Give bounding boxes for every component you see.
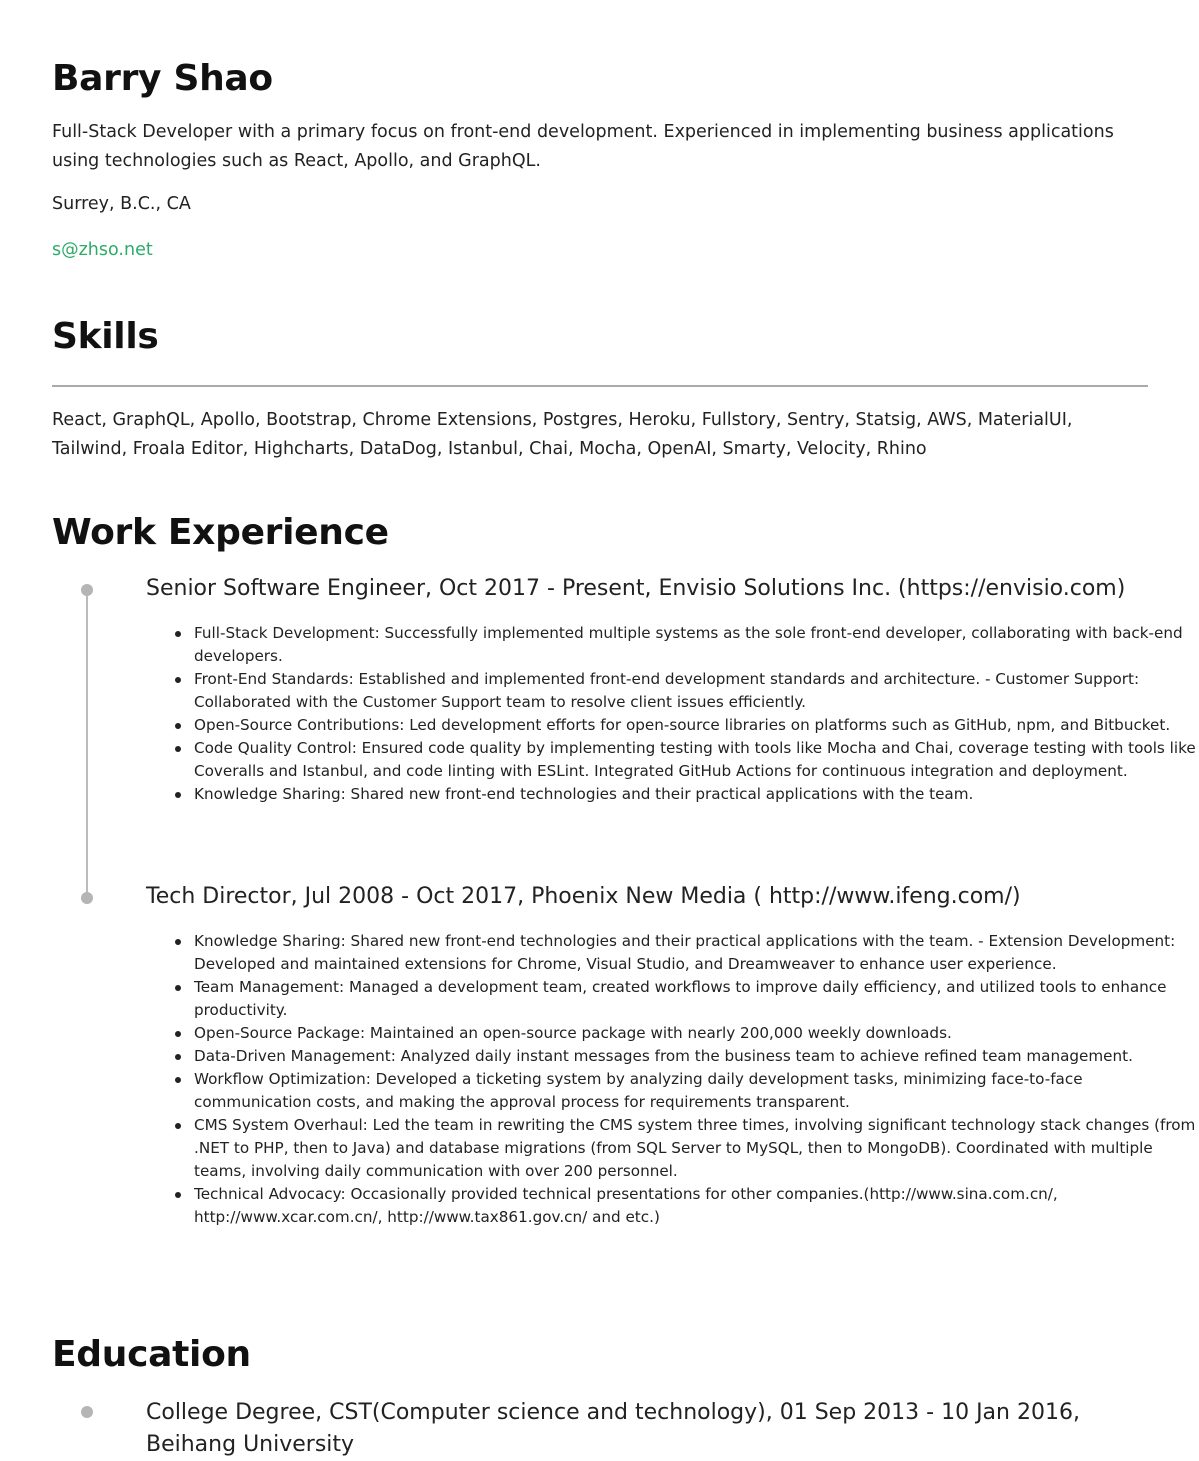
list-item: Knowledge Sharing: Shared new front-end technologies and their practical applications with the team. - Extension Development: Developed and maintained extensions for Chrome, Visual Studio, and Dreamweaver to enhance user experience. (194, 930, 1198, 976)
education-heading: Education (52, 1334, 251, 1375)
skills-heading: Skills (52, 316, 159, 357)
timeline-dot (81, 584, 93, 596)
candidate-name: Barry Shao (52, 58, 273, 99)
list-item: Open-Source Package: Maintained an open-source package with nearly 200,000 weekly downloads. (194, 1022, 1198, 1045)
skills-divider (52, 385, 1148, 387)
work-experience-heading: Work Experience (52, 512, 389, 553)
list-item: Team Management: Managed a development team, created workflows to improve daily efficiency, and utilized tools to enhance productivity. (194, 976, 1198, 1022)
list-item: Front-End Standards: Established and implemented front-end development standards and architecture. - Customer Support: Collaborated with the Customer Support team to resolve client issues efficiently. (194, 668, 1198, 714)
job-bullet-list (146, 622, 1198, 806)
timeline-line (86, 590, 88, 898)
location: Surrey, B.C., CA (52, 194, 191, 214)
job-title: Tech Director, Jul 2008 - Oct 2017, Phoenix New Media ( http://www.ifeng.com/) (146, 884, 1021, 909)
list-item: Full-Stack Development: Successfully implemented multiple systems as the sole front-end developer, collaborating with back-end developers. (194, 622, 1198, 668)
list-item: CMS System Overhaul: Led the team in rewriting the CMS system three times, involving significant technology stack changes (from .NET to PHP, then to Java) and database migrations (from SQL Server to MySQL, then to MongoDB). Coordinated with multiple teams, involving daily communication with over 200 personnel. (194, 1114, 1198, 1183)
email-link[interactable]: s@zhso.net (52, 240, 153, 260)
list-item: Code Quality Control: Ensured code quality by implementing testing with tools like Mocha and Chai, coverage testing with tools like Coveralls and Istanbul, and code linting with ESLint. Integrated GitHub Actions for continuous integration and deployment. (194, 737, 1198, 783)
list-item: Technical Advocacy: Occasionally provided technical presentations for other companies.(http://www.sina.com.cn/, http://www.xcar.com.cn/, http://www.tax861.gov.cn/ and etc.) (194, 1183, 1198, 1229)
job-title: Senior Software Engineer, Oct 2017 - Present, Envisio Solutions Inc. (https://envisio.com) (146, 576, 1126, 601)
timeline-dot (81, 892, 93, 904)
list-item: Open-Source Contributions: Led development efforts for open-source libraries on platforms such as GitHub, npm, and Bitbucket. (194, 714, 1198, 737)
list-item: Workflow Optimization: Developed a ticketing system by analyzing daily development tasks, minimizing face-to-face communication costs, and making the approval process for requirements transparent. (194, 1068, 1198, 1114)
list-item: Data-Driven Management: Analyzed daily instant messages from the business team to achieve refined team management. (194, 1045, 1198, 1068)
education-entry: College Degree, CST(Computer science and technology), 01 Sep 2013 - 10 Jan 2016, Beihang University (146, 1400, 1080, 1457)
timeline-dot (81, 1406, 93, 1418)
job-bullet-list (146, 930, 1198, 1229)
skills-list: React, GraphQL, Apollo, Bootstrap, Chrome Extensions, Postgres, Heroku, Fullstory, Sentry, Statsig, AWS, MaterialUI, Tailwind, Froala Editor, Highcharts, DataDog, Istanbul, Chai, Mocha, OpenAI, Smarty, Velocity, Rhino (52, 410, 1073, 459)
list-item: Knowledge Sharing: Shared new front-end technologies and their practical applications with the team. (194, 783, 1198, 806)
profile-summary: Full-Stack Developer with a primary focus on front-end development. Experienced in implementing business applications using technologies such as React, Apollo, and GraphQL. (52, 122, 1114, 171)
